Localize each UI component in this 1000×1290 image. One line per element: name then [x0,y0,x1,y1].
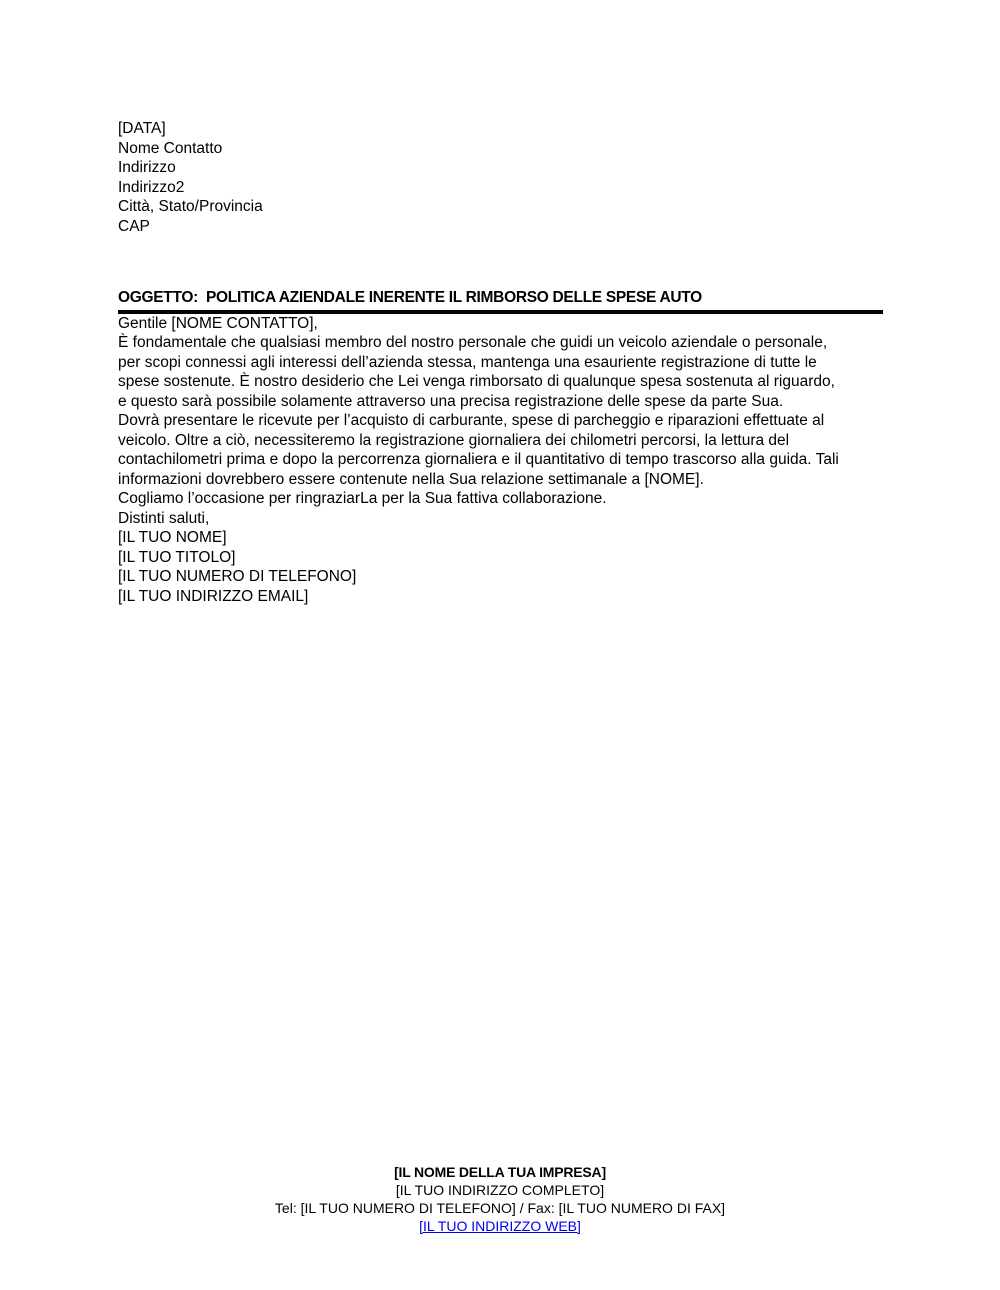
subject-line: OGGETTO: POLITICA AZIENDALE INERENTE IL RIMBORSO DELLE SPESE AUTO [118,289,702,306]
body-paragraph-3: Cogliamo l’occasione per ringraziarLa per la Sua fattiva collaborazione. [118,490,607,507]
signature-block: [IL TUO NOME] [IL TUO TITOLO] [IL TUO NUMERO DI TELEFONO] [IL TUO INDIRIZZO EMAIL] [118,529,357,605]
recipient-address-block: Nome Contatto Indirizzo Indirizzo2 Città, Stato/Provincia CAP [118,139,263,235]
date-placeholder: [DATA] [118,120,166,137]
body-paragraph-2: Dovrà presentare le ricevute per l’acquisto di carburante, spese di parcheggio e riparazioni effettuate al veicolo. Oltre a ciò, necessiteremo la registrazione giornaliera dei chilometri percorsi, la lettura del contachilometri prima e dopo la percorrenza giornaliera e il quantitativo di tempo trascorso alla guida. Tali informazioni dovrebbero essere contenute nella Sua relazione settimanale a [NOME]. [118,412,839,488]
company-name: [IL NOME DELLA TUA IMPRESA] [394,1164,606,1180]
website-link-row [0,1217,1000,1235]
company-tel-fax: Tel: [IL TUO NUMERO DI TELEFONO] / Fax: [IL TUO NUMERO DI FAX] [274,1200,726,1216]
letter-body [0,0,1000,606]
salutation: Gentile [NOME CONTATTO], [118,314,318,332]
closing-salutation: Distinti saluti, [118,509,210,527]
body-paragraph-1: È fondamentale che qualsiasi membro del nostro personale che guidi un veicolo aziendale o personale, per scopi connessi agli interessi dell’azienda stessa, mantenga una esauriente registrazione di tutte le spese sostenute. È nostro desiderio che Lei venga rimborsato di qualunque spesa sostenuta al riguardo, e questo sarà possibile solamente attraverso una precisa registrazione delle spese da parte Sua. [118,334,835,410]
website-link[interactable]: [IL TUO INDIRIZZO WEB] [419,1218,581,1234]
letter-footer [0,1163,1000,1235]
company-address: [IL TUO INDIRIZZO COMPLETO] [395,1182,605,1198]
